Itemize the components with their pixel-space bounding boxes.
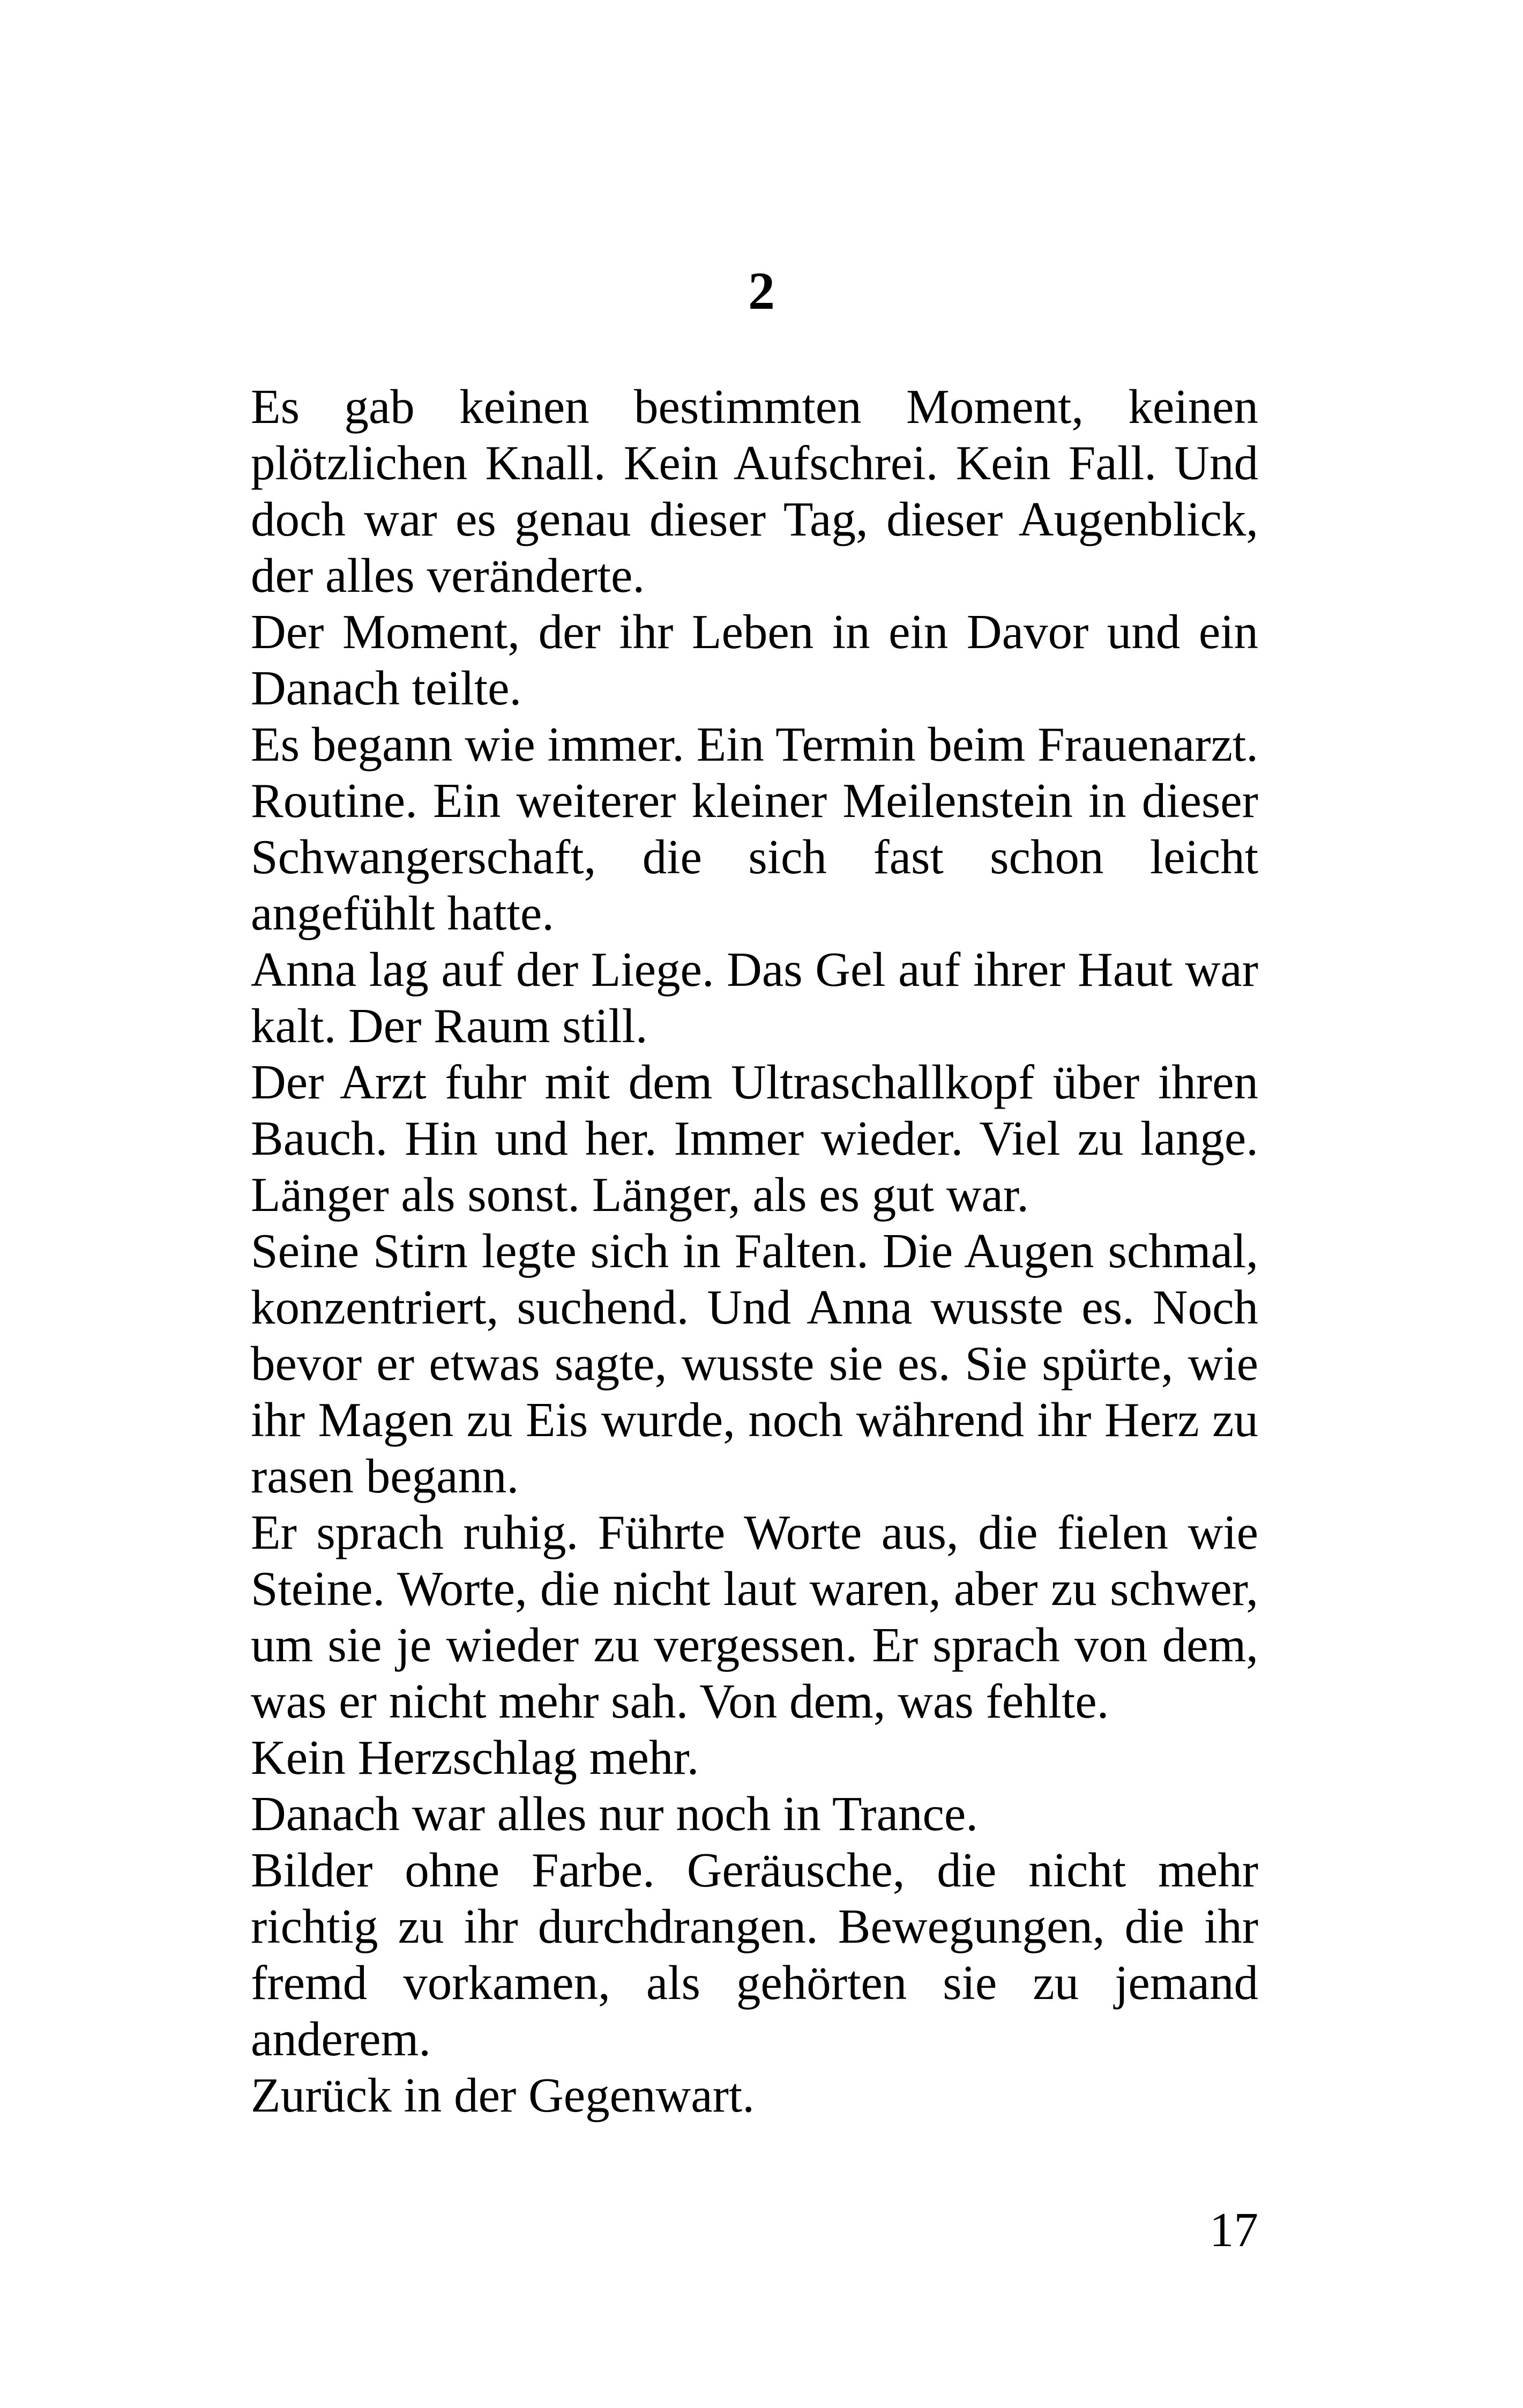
paragraph: Anna lag auf der Liege. Das Gel auf ihrer Haut war kalt. Der Raum still.: [251, 942, 1258, 1053]
paragraph: Es gab keinen bestimmten Moment, keinen plötzlichen Knall. Kein Aufschrei. Kein Fall. Und doch war es genau dieser Tag, dieser Augenblick, der alles veränderte.: [251, 380, 1258, 603]
paragraph: Bilder ohne Farbe. Geräusche, die nicht mehr richtig zu ihr durchdrangen. Bewegungen, die ihr fremd vorkamen, als gehörten sie zu jemand anderem.: [251, 1843, 1258, 2066]
paragraph: Kein Herzschlag mehr.: [251, 1730, 699, 1785]
page-number: 17: [1210, 2203, 1258, 2257]
paragraph: Zurück in der Gegenwart.: [251, 2068, 755, 2122]
chapter-number: 2: [748, 261, 775, 321]
paragraph: Es begann wie immer. Ein Termin beim Frauenarzt. Routine. Ein weiterer kleiner Meilenstein in dieser Schwangerschaft, die sich fast schon leicht angefühlt hatte.: [251, 717, 1258, 940]
paragraph: Der Moment, der ihr Leben in ein Davor und ein Danach teilte.: [251, 605, 1258, 715]
paragraph: Seine Stirn legte sich in Falten. Die Augen schmal, konzentriert, suchend. Und Anna wusste es. Noch bevor er etwas sagte, wusste sie es. Sie spürte, wie ihr Magen zu Eis wurde, noch während ihr Herz zu rasen begann.: [251, 1224, 1258, 1503]
paragraph: Der Arzt fuhr mit dem Ultraschallkopf über ihren Bauch. Hin und her. Immer wieder. Viel zu lange. Länger als sonst. Länger, als es gut war.: [251, 1055, 1258, 1222]
paragraph: Er sprach ruhig. Führte Worte aus, die fielen wie Steine. Worte, die nicht laut waren, aber zu schwer, um sie je wieder zu vergessen. Er sprach von dem, was er nicht mehr sah. Von dem, was fehlte.: [251, 1505, 1258, 1728]
paragraph: Danach war alles nur noch in Trance.: [251, 1787, 979, 1841]
chapter-body: [251, 378, 1258, 2123]
